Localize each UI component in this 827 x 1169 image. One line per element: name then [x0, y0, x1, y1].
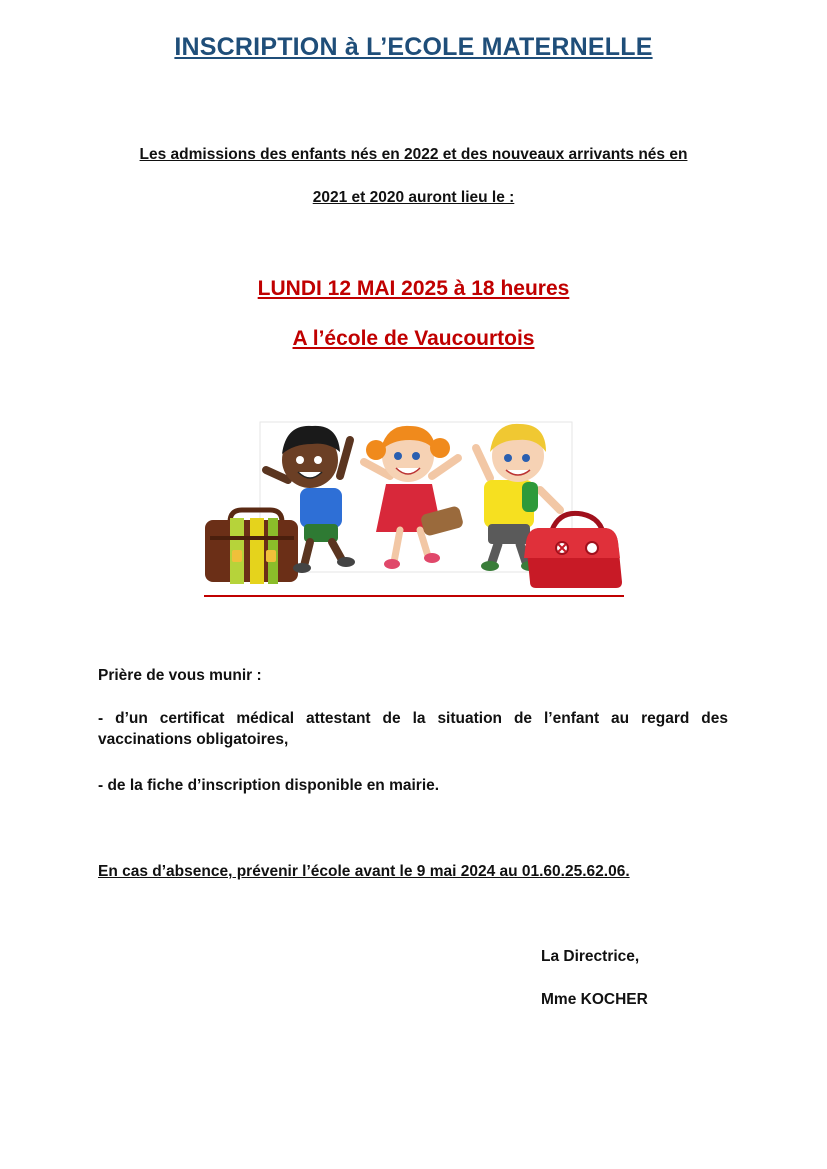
event-place: A l’école de Vaucourtois: [292, 327, 535, 350]
requirement-item: - de la fiche d’inscription disponible en mairie.: [98, 777, 440, 794]
intro-line-2: 2021 et 2020 auront lieu le :: [312, 189, 515, 206]
requirement-item: - d’un certificat médical attestant de la situation de l’enfant au regard des vaccinations obligatoires,: [98, 710, 728, 748]
absence-notice: En cas d’absence, prévenir l’école avant le 9 mai 2024 au 01.60.25.62.06.: [98, 863, 630, 880]
children-illustration: [200, 418, 630, 603]
intro-line-1: Les admissions des enfants nés en 2022 et des nouveaux arrivants nés en: [139, 146, 688, 163]
signature-name: Mme KOCHER: [541, 991, 648, 1008]
requirements-prompt: Prière de vous munir :: [98, 667, 262, 684]
signature-role: La Directrice,: [541, 948, 640, 965]
left-schoolbag-icon: [205, 510, 298, 584]
page-title: INSCRIPTION à L’ECOLE MATERNELLE: [174, 33, 653, 61]
event-date: LUNDI 12 MAI 2025 à 18 heures: [257, 277, 570, 300]
